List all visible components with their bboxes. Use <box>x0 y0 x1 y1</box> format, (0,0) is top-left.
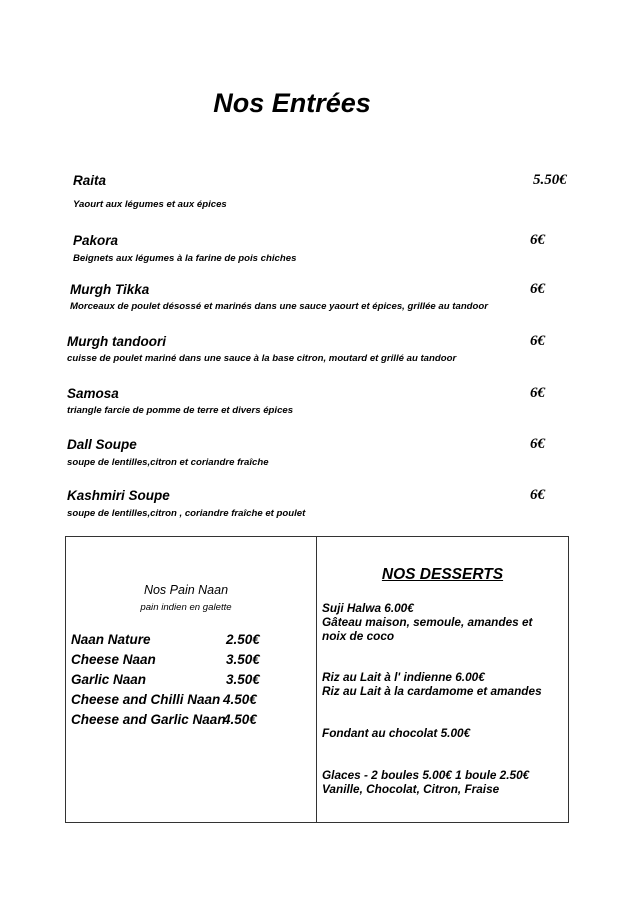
entree-price: 6€ <box>530 333 545 349</box>
entree-desc: triangle farcie de pomme de terre et divers épices <box>67 405 294 416</box>
entree-price: 6€ <box>530 436 545 452</box>
naan-subtitle: pain indien en galette <box>140 602 232 613</box>
naan-price: 4.50€ <box>223 712 257 727</box>
naan-price: 3.50€ <box>226 672 260 687</box>
entree-price: 6€ <box>530 281 545 297</box>
dessert-line: Gâteau maison, semoule, amandes et <box>322 615 533 629</box>
naan-price: 3.50€ <box>226 652 260 667</box>
entree-desc: Morceaux de poulet désossé et marinés dans une sauce yaourt et épices, grillée au tandoor <box>70 301 488 312</box>
entree-name: Dall Soupe <box>67 437 137 452</box>
naan-name: Cheese and Chilli Naan <box>71 692 221 707</box>
dessert-line: Fondant au chocolat 5.00€ <box>322 726 471 740</box>
entree-price: 5.50€ <box>533 172 567 188</box>
naan-name: Naan Nature <box>71 632 151 647</box>
naan-price: 4.50€ <box>223 692 257 707</box>
naan-price: 2.50€ <box>226 632 260 647</box>
entree-price: 6€ <box>530 487 545 503</box>
dessert-line: Vanille, Chocolat, Citron, Fraise <box>322 782 500 796</box>
entree-desc: cuisse de poulet mariné dans une sauce à la base citron, moutard et grillé au tandoor <box>67 353 457 364</box>
entree-desc: soupe de lentilles,citron et coriandre fraîche <box>67 457 269 468</box>
entree-name: Murgh Tikka <box>70 282 150 297</box>
entree-price: 6€ <box>530 232 545 248</box>
desserts-title: NOS DESSERTS <box>381 566 504 583</box>
naan-desserts-box <box>65 536 569 823</box>
naan-title: Nos Pain Naan <box>143 583 229 597</box>
naan-name: Cheese Naan <box>71 652 156 667</box>
dessert-line: Riz au Lait à l' indienne 6.00€ <box>322 670 485 684</box>
entree-name: Murgh tandoori <box>67 334 166 349</box>
entree-desc: Yaourt aux légumes et aux épices <box>73 199 227 210</box>
dessert-line: Glaces - 2 boules 5.00€ 1 boule 2.50€ <box>322 768 530 782</box>
entree-name: Kashmiri Soupe <box>67 488 170 503</box>
dessert-line: Suji Halwa 6.00€ <box>322 601 414 615</box>
naan-name: Garlic Naan <box>71 672 147 687</box>
entree-name: Raita <box>73 173 107 188</box>
dessert-line: noix de coco <box>322 629 395 643</box>
entree-desc: Beignets aux légumes à la farine de pois chiches <box>73 253 297 264</box>
entree-desc: soupe de lentilles,citron , coriandre fraîche et poulet <box>67 508 306 519</box>
entree-name: Pakora <box>73 233 119 248</box>
page-title: Nos Entrées <box>213 88 371 118</box>
entree-name: Samosa <box>67 386 119 401</box>
entree-price: 6€ <box>530 385 545 401</box>
dessert-line: Riz au Lait à la cardamome et amandes <box>322 684 542 698</box>
naan-name: Cheese and Garlic Naan <box>71 712 226 727</box>
